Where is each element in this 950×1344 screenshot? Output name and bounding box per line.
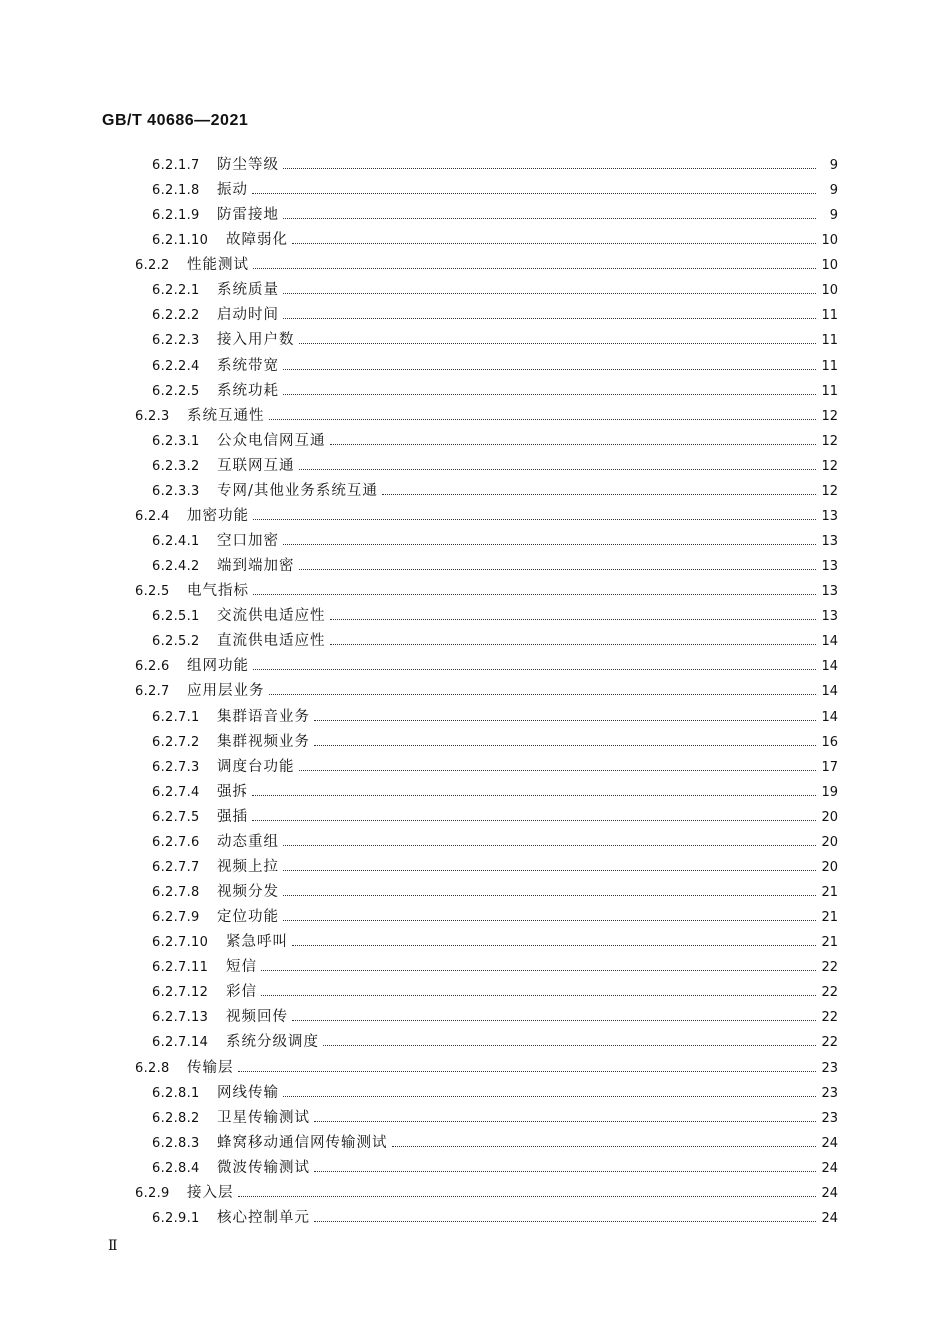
toc-entry-number: 6.2.7.3 bbox=[152, 759, 200, 775]
toc-entry[interactable] bbox=[152, 1081, 838, 1106]
toc-entry-title: 系统质量 bbox=[217, 282, 279, 299]
toc-entry-title: 彩信 bbox=[226, 984, 257, 1001]
toc-entry[interactable] bbox=[152, 604, 838, 629]
toc-entry[interactable] bbox=[152, 153, 838, 178]
toc-entry-title: 视频回传 bbox=[226, 1009, 288, 1026]
toc-entry-page: 13 bbox=[821, 609, 838, 625]
toc-entry-page: 13 bbox=[821, 584, 838, 600]
toc-entry-page: 20 bbox=[821, 859, 838, 875]
toc-entry[interactable] bbox=[152, 1005, 838, 1030]
toc-entry[interactable] bbox=[152, 1030, 838, 1055]
toc-entry-page: 24 bbox=[821, 1135, 838, 1151]
toc-entry[interactable] bbox=[152, 880, 838, 905]
toc-entry-title: 系统互通性 bbox=[187, 407, 265, 424]
toc-dot-leader bbox=[283, 379, 816, 404]
toc-entry-number: 6.2.7 bbox=[135, 684, 170, 700]
toc-entry-page: 12 bbox=[821, 408, 838, 424]
toc-dot-leader bbox=[252, 178, 816, 203]
toc-entry[interactable] bbox=[152, 855, 838, 880]
toc-entry-title: 短信 bbox=[226, 959, 257, 976]
toc-entry[interactable] bbox=[135, 654, 838, 679]
toc-entry[interactable] bbox=[152, 780, 838, 805]
toc-dot-leader bbox=[330, 629, 817, 654]
toc-dot-leader bbox=[269, 404, 817, 429]
toc-entry-page: 13 bbox=[821, 559, 838, 575]
standard-code-header: GB/T 40686—2021 bbox=[102, 112, 249, 129]
toc-entry-number: 6.2.7.11 bbox=[152, 960, 209, 976]
toc-entry-page: 14 bbox=[821, 684, 838, 700]
toc-entry-page: 23 bbox=[821, 1110, 838, 1126]
toc-dot-leader bbox=[392, 1131, 817, 1156]
toc-entry-title: 专网/其他业务系统互通 bbox=[217, 482, 378, 499]
toc-entry-page: 14 bbox=[821, 634, 838, 650]
toc-entry-number: 6.2.2.1 bbox=[152, 283, 200, 299]
toc-entry[interactable] bbox=[135, 579, 838, 604]
toc-entry-title: 视频上拉 bbox=[217, 858, 279, 875]
toc-entry-number: 6.2.8.1 bbox=[152, 1085, 200, 1101]
toc-entry-number: 6.2.1.7 bbox=[152, 158, 200, 173]
toc-entry-number: 6.2.7.1 bbox=[152, 709, 200, 725]
toc-entry-number: 6.2.3.1 bbox=[152, 433, 200, 449]
toc-entry-title: 视频分发 bbox=[217, 884, 279, 901]
toc-entry-number: 6.2.7.6 bbox=[152, 834, 200, 850]
toc-entry[interactable] bbox=[152, 303, 838, 328]
toc-dot-leader bbox=[299, 554, 817, 579]
toc-dot-leader bbox=[269, 679, 817, 704]
toc-dot-leader bbox=[253, 253, 816, 278]
toc-entry-page: 13 bbox=[821, 534, 838, 550]
toc-dot-leader bbox=[382, 479, 816, 504]
toc-entry[interactable] bbox=[135, 1181, 838, 1206]
toc-entry-number: 6.2.1.10 bbox=[152, 233, 209, 249]
toc-entry[interactable] bbox=[152, 930, 838, 955]
toc-dot-leader bbox=[283, 529, 816, 554]
toc-entry-title: 强拆 bbox=[217, 783, 248, 800]
toc-entry[interactable] bbox=[152, 805, 838, 830]
toc-entry-title: 接入用户数 bbox=[217, 332, 295, 349]
toc-dot-leader bbox=[292, 930, 816, 955]
toc-entry-number: 6.2.3.2 bbox=[152, 458, 200, 474]
toc-dot-leader bbox=[299, 454, 817, 479]
toc-entry-page: 11 bbox=[821, 358, 838, 374]
toc-entry-number: 6.2.3.3 bbox=[152, 483, 200, 499]
toc-entry[interactable] bbox=[152, 228, 838, 253]
toc-dot-leader bbox=[261, 980, 816, 1005]
toc-entry[interactable] bbox=[152, 178, 838, 203]
toc-entry-number: 6.2.4.2 bbox=[152, 559, 200, 575]
toc-entry-title: 微波传输测试 bbox=[217, 1159, 310, 1176]
toc-entry-page: 11 bbox=[821, 333, 838, 349]
toc-entry-number: 6.2.5.2 bbox=[152, 634, 200, 650]
toc-entry-title: 系统分级调度 bbox=[226, 1034, 319, 1051]
toc-entry-title: 公众电信网互通 bbox=[217, 432, 326, 449]
toc-entry-page: 13 bbox=[821, 508, 838, 524]
toc-entry[interactable] bbox=[152, 830, 838, 855]
toc-entry-title: 核心控制单元 bbox=[217, 1209, 310, 1226]
toc-entry-page: 16 bbox=[821, 734, 838, 750]
toc-entry-title: 系统功耗 bbox=[217, 382, 279, 399]
toc-entry-number: 6.2.2.2 bbox=[152, 308, 200, 324]
toc-entry[interactable] bbox=[152, 529, 838, 554]
toc-entry[interactable] bbox=[152, 730, 838, 755]
toc-entry-number: 6.2.8 bbox=[135, 1060, 170, 1076]
toc-entry-page: 11 bbox=[821, 308, 838, 324]
toc-entry-title: 动态重组 bbox=[217, 833, 279, 850]
toc-entry[interactable] bbox=[135, 404, 838, 429]
toc-entry-number: 6.2.7.5 bbox=[152, 809, 200, 825]
toc-entry-page: 10 bbox=[821, 233, 838, 249]
toc-entry-title: 互联网互通 bbox=[217, 457, 295, 474]
toc-entry-number: 6.2.7.4 bbox=[152, 784, 200, 800]
toc-dot-leader bbox=[283, 830, 816, 855]
toc-entry-number: 6.2.7.9 bbox=[152, 910, 200, 926]
toc-entry-page: 12 bbox=[821, 458, 838, 474]
toc-entry[interactable] bbox=[152, 980, 838, 1005]
toc-entry-title: 加密功能 bbox=[187, 507, 249, 524]
toc-entry-page: 22 bbox=[821, 1010, 838, 1026]
toc-entry[interactable] bbox=[152, 454, 838, 479]
toc-dot-leader bbox=[253, 654, 816, 679]
toc-entry-title: 强插 bbox=[217, 808, 248, 825]
toc-entry-title: 振动 bbox=[217, 182, 248, 199]
toc-dot-leader bbox=[283, 203, 816, 228]
toc-entry[interactable] bbox=[152, 554, 838, 579]
toc-dot-leader bbox=[252, 805, 816, 830]
toc-entry-title: 卫星传输测试 bbox=[217, 1109, 310, 1126]
toc-entry-page: 22 bbox=[821, 985, 838, 1001]
toc-dot-leader bbox=[292, 1005, 816, 1030]
toc-entry-page: 20 bbox=[821, 834, 838, 850]
toc-entry-number: 6.2.1.9 bbox=[152, 208, 200, 224]
toc-entry-page: 21 bbox=[821, 910, 838, 926]
toc-entry-title: 故障弱化 bbox=[226, 232, 288, 249]
toc-dot-leader bbox=[314, 1156, 816, 1181]
toc-entry[interactable] bbox=[152, 629, 838, 654]
toc-entry[interactable] bbox=[152, 905, 838, 930]
toc-entry-number: 6.2.9.1 bbox=[152, 1210, 200, 1226]
toc-entry-number: 6.2.7.13 bbox=[152, 1010, 209, 1026]
toc-entry-title: 蜂窝移动通信网传输测试 bbox=[217, 1134, 388, 1151]
toc-entry[interactable] bbox=[152, 1206, 838, 1231]
toc-entry-page: 12 bbox=[821, 433, 838, 449]
toc-entry-number: 6.2.5.1 bbox=[152, 609, 200, 625]
toc-dot-leader bbox=[314, 1206, 816, 1231]
toc-entry[interactable] bbox=[135, 1056, 838, 1081]
toc-entry-page: 9 bbox=[829, 208, 838, 224]
toc-dot-leader bbox=[283, 303, 816, 328]
toc-entry-title: 端到端加密 bbox=[217, 558, 295, 575]
toc-entry-number: 6.2.7.10 bbox=[152, 935, 209, 951]
toc-dot-leader bbox=[330, 429, 817, 454]
toc-entry-title: 交流供电适应性 bbox=[217, 608, 326, 625]
toc-dot-leader bbox=[283, 855, 816, 880]
toc-entry[interactable] bbox=[152, 354, 838, 379]
toc-entry[interactable] bbox=[135, 504, 838, 529]
toc-entry-title: 性能测试 bbox=[187, 257, 249, 274]
toc-entry-page: 22 bbox=[821, 1035, 838, 1051]
toc-entry[interactable] bbox=[152, 705, 838, 730]
toc-entry-number: 6.2.2.3 bbox=[152, 333, 200, 349]
toc-entry-page: 11 bbox=[821, 383, 838, 399]
toc-entry[interactable] bbox=[152, 479, 838, 504]
toc-entry-number: 6.2.3 bbox=[135, 408, 170, 424]
toc-entry-page: 10 bbox=[821, 283, 838, 299]
toc-dot-leader bbox=[330, 604, 817, 629]
toc-entry-title: 直流供电适应性 bbox=[217, 633, 326, 650]
toc-dot-leader bbox=[283, 880, 816, 905]
toc-entry-number: 6.2.7.7 bbox=[152, 859, 200, 875]
toc-dot-leader bbox=[283, 278, 816, 303]
toc-dot-leader bbox=[283, 1081, 816, 1106]
toc-dot-leader bbox=[299, 755, 817, 780]
toc-dot-leader bbox=[314, 730, 816, 755]
toc-entry-number: 6.2.2 bbox=[135, 258, 170, 274]
toc-entry-number: 6.2.7.14 bbox=[152, 1035, 209, 1051]
toc-entry-title: 接入层 bbox=[187, 1184, 234, 1201]
page-number-footer: Ⅱ bbox=[108, 1238, 118, 1254]
toc-entry-number: 6.2.2.4 bbox=[152, 358, 200, 374]
toc-entry-page: 24 bbox=[821, 1160, 838, 1176]
toc-dot-leader bbox=[283, 905, 816, 930]
toc-entry-title: 防尘等级 bbox=[217, 157, 279, 173]
toc-entry-number: 6.2.1.8 bbox=[152, 183, 200, 199]
toc-entry[interactable] bbox=[152, 755, 838, 780]
toc-entry[interactable] bbox=[152, 379, 838, 404]
toc-dot-leader bbox=[252, 780, 816, 805]
toc-entry-page: 20 bbox=[821, 809, 838, 825]
toc-entry-number: 6.2.5 bbox=[135, 584, 170, 600]
toc-entry-title: 空口加密 bbox=[217, 533, 279, 550]
toc-entry-page: 14 bbox=[821, 659, 838, 675]
toc-dot-leader bbox=[261, 955, 816, 980]
toc-entry-title: 集群语音业务 bbox=[217, 708, 310, 725]
toc-entry[interactable] bbox=[152, 1106, 838, 1131]
toc-entry[interactable] bbox=[152, 328, 838, 353]
toc-entry[interactable] bbox=[152, 1156, 838, 1181]
toc-entry-page: 17 bbox=[821, 759, 838, 775]
toc-entry-title: 集群视频业务 bbox=[217, 733, 310, 750]
toc-dot-leader bbox=[323, 1030, 816, 1055]
toc-entry[interactable] bbox=[152, 1131, 838, 1156]
toc-dot-leader bbox=[314, 1106, 816, 1131]
toc-entry-page: 22 bbox=[821, 960, 838, 976]
toc-entry-page: 9 bbox=[829, 158, 838, 173]
toc-entry-page: 10 bbox=[821, 258, 838, 274]
toc-entry-page: 24 bbox=[821, 1210, 838, 1226]
toc-entry-page: 23 bbox=[821, 1060, 838, 1076]
toc-entry-page: 24 bbox=[821, 1185, 838, 1201]
toc-entry[interactable] bbox=[152, 429, 838, 454]
toc-entry-title: 启动时间 bbox=[217, 307, 279, 324]
toc-entry-number: 6.2.8.2 bbox=[152, 1110, 200, 1126]
toc-entry-number: 6.2.9 bbox=[135, 1185, 170, 1201]
toc-entry-number: 6.2.8.3 bbox=[152, 1135, 200, 1151]
toc-entry[interactable] bbox=[152, 955, 838, 980]
toc-entry-page: 14 bbox=[821, 709, 838, 725]
toc-dot-leader bbox=[283, 153, 816, 178]
toc-entry-title: 定位功能 bbox=[217, 909, 279, 926]
toc-entry-page: 21 bbox=[821, 935, 838, 951]
toc-entry-number: 6.2.4.1 bbox=[152, 534, 200, 550]
toc-dot-leader bbox=[283, 354, 816, 379]
toc-entry-number: 6.2.2.5 bbox=[152, 383, 200, 399]
toc-entry-page: 9 bbox=[829, 183, 838, 199]
toc-entry-title: 应用层业务 bbox=[187, 683, 265, 700]
toc-entry-title: 组网功能 bbox=[187, 658, 249, 675]
toc-entry-number: 6.2.7.12 bbox=[152, 985, 209, 1001]
toc-entry-number: 6.2.7.2 bbox=[152, 734, 200, 750]
toc-dot-leader bbox=[238, 1181, 817, 1206]
toc-entry-title: 电气指标 bbox=[187, 583, 249, 600]
toc-entry[interactable] bbox=[152, 203, 838, 228]
toc-dot-leader bbox=[238, 1056, 817, 1081]
toc-entry-title: 系统带宽 bbox=[217, 357, 279, 374]
toc-entry-page: 23 bbox=[821, 1085, 838, 1101]
toc-dot-leader bbox=[299, 328, 817, 353]
toc-entry[interactable] bbox=[152, 278, 838, 303]
toc-dot-leader bbox=[292, 228, 816, 253]
toc-entry-title: 紧急呼叫 bbox=[226, 934, 288, 951]
toc-entry-number: 6.2.4 bbox=[135, 508, 170, 524]
toc-entry-number: 6.2.7.8 bbox=[152, 885, 200, 901]
toc-entry[interactable] bbox=[135, 253, 838, 278]
toc-dot-leader bbox=[253, 579, 816, 604]
toc-entry[interactable] bbox=[135, 679, 838, 704]
toc-entry-page: 19 bbox=[821, 784, 838, 800]
toc-entry-title: 调度台功能 bbox=[217, 758, 295, 775]
toc-entry-page: 12 bbox=[821, 483, 838, 499]
toc-entry-number: 6.2.6 bbox=[135, 659, 170, 675]
toc-entry-number: 6.2.8.4 bbox=[152, 1160, 200, 1176]
toc-dot-leader bbox=[253, 504, 816, 529]
toc-entry-title: 防雷接地 bbox=[217, 207, 279, 224]
toc-entry-title: 传输层 bbox=[187, 1059, 234, 1076]
toc-entry-title: 网线传输 bbox=[217, 1084, 279, 1101]
toc-dot-leader bbox=[314, 705, 816, 730]
toc-entry-page: 21 bbox=[821, 885, 838, 901]
